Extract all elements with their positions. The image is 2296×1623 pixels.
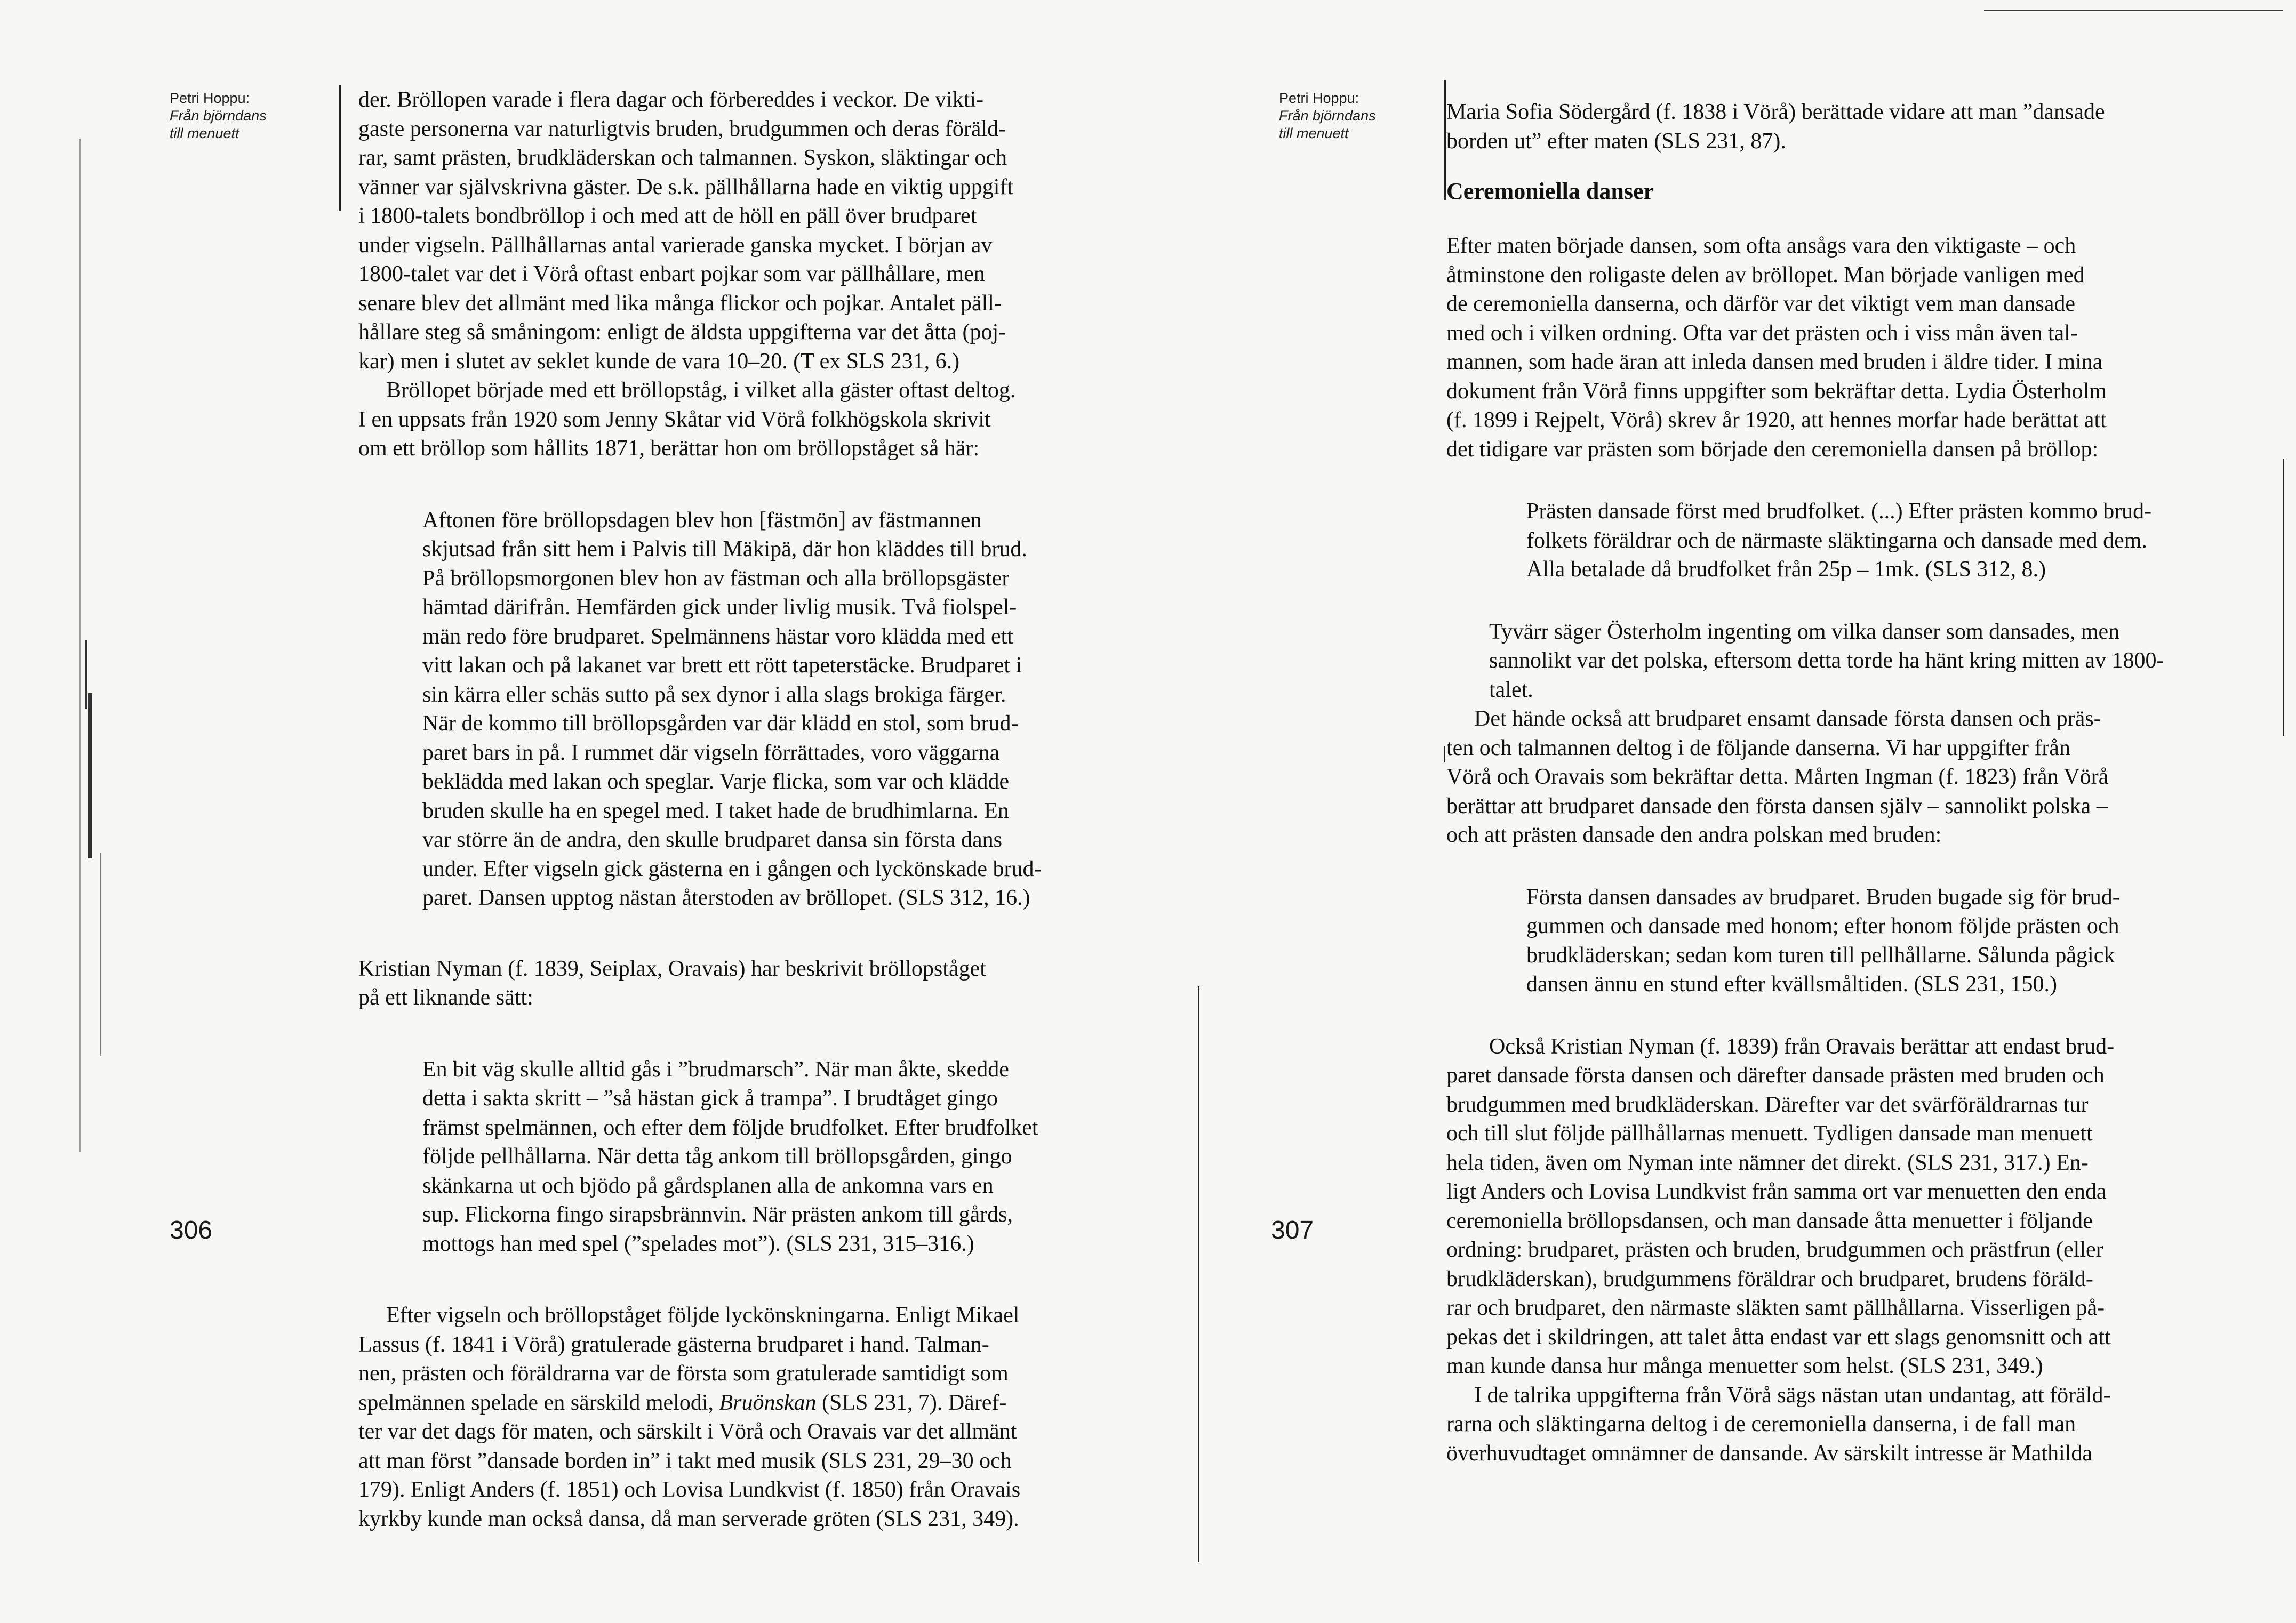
text-line: pekas det i skildringen, att talet åtta endast var ett slags genomsnitt och att: [1446, 1324, 2111, 1349]
running-head-author: Petri Hoppu:: [170, 90, 250, 106]
text-line: I en uppsats från 1920 som Jenny Skåtar vid Vörå folkhögskola skrivit: [358, 407, 991, 432]
text-line: Vörå och Oravais som bekräftar detta. Mårten Ingman (f. 1823) från Vörå: [1446, 765, 2109, 789]
margin-rule: [1444, 80, 1446, 200]
block-quote: [1526, 883, 2230, 999]
text-line: borden ut” efter maten (SLS 231, 87).: [1446, 128, 1786, 154]
text-line: paret dansade första dansen och därefter dansade prästen med bruden och: [1446, 1063, 2105, 1088]
text-line: under. Efter vigseln gick gästerna en i gången och lyckönskade brud-: [422, 856, 1042, 881]
text-line: Maria Sofia Södergård (f. 1838 i Vörå) berättade vidare att man ”dansade: [1446, 100, 2105, 124]
text-line: spelmännen spelade en särskild melodi, Bruönskan (SLS 231, 7). Däref-: [358, 1390, 1007, 1415]
text-line: nen, prästen och föräldrarna var de första som gratulerade samtidigt som: [358, 1361, 1009, 1386]
text-line: brudkläderskan), brudgummens föräldrar och brudparet, brudens föräld-: [1446, 1266, 2093, 1291]
text-line: ligt Anders och Lovisa Lundkvist från samma ort var menuetten den enda: [1446, 1179, 2107, 1204]
text-line: vänner var självskrivna gäster. De s.k. pällhållarna hade en viktig uppgift: [358, 174, 1014, 199]
scan-edge-mark: [100, 853, 101, 1056]
paragraph: [1446, 1381, 2230, 1468]
text-line: överhuvudtaget omnämner de dansande. Av särskilt intresse är Mathilda: [1446, 1441, 2093, 1466]
text-line: skänkarna ut och bjödo på gårdsplanen alla de ankomna vars en: [422, 1173, 994, 1198]
text-line: under vigseln. Pällhållarnas antal varierade ganska mycket. I början av: [358, 232, 993, 258]
text-line: ten och talmannen deltog i de följande danserna. Vi har uppgifter från: [1446, 735, 2070, 760]
text-line: om ett bröllop som hållits 1871, berättar hon om bröllopståget så här:: [358, 436, 980, 461]
text-line: man kunde dansa hur många menuetter som helst. (SLS 231, 349.): [1446, 1354, 2043, 1378]
text-line: att man först ”dansade borden in” i takt med musik (SLS 231, 29–30 och: [358, 1448, 1012, 1473]
text-line: rarna och släktingarna deltog i de ceremoniella danserna, i de fall man: [1446, 1412, 2076, 1436]
text-line: var större än de andra, den skulle brudparet dansa sin första dans: [422, 827, 1002, 852]
text-line: Också Kristian Nyman (f. 1839) från Oravais berättar att endast brud-: [1489, 1034, 2115, 1059]
text-line: berättar att brudparet dansade den första dansen själv – sannolikt polska –: [1446, 793, 2108, 818]
running-head: [1279, 90, 1376, 142]
running-head-title: Från björndans: [1279, 108, 1376, 124]
text-line: sup. Flickorna fingo sirapsbrännvin. När prästen ankom till gårds,: [422, 1202, 1013, 1227]
text-line: brudkläderskan; sedan kom turen till pellhållarne. Sålunda pågick: [1526, 943, 2115, 968]
text-line: talet.: [1489, 677, 1533, 702]
text-line: rar, samt prästen, brudkläderskan och talmannen. Syskon, släktingar och: [358, 146, 1007, 170]
text-line: åtminstone den roligaste delen av bröllopet. Man började vanligen med: [1446, 262, 2085, 287]
paragraph: [358, 1301, 1129, 1533]
text-line: ordning: brudparet, prästen och bruden, brudgummen och prästfrun (eller: [1446, 1238, 2103, 1262]
text-line: hållare steg så småningom: enligt de äldsta uppgifterna var det åtta (poj-: [358, 320, 1006, 344]
text-line: gummen och dansade med honom; efter honom följde prästen och: [1526, 914, 2119, 938]
paragraph: [1446, 617, 2230, 705]
text-line: vitt lakan och på lakanet var brett ett rött tapeterstäcke. Brudparet i: [422, 653, 1022, 678]
text-line: Tyvärr säger Österholm ingenting om vilka danser som dansades, men: [1489, 619, 2120, 644]
running-head-title: Från björndans: [170, 108, 267, 124]
text-line: Lassus (f. 1841 i Vörå) gratulerade gästerna brudparet i hand. Talman-: [358, 1332, 989, 1357]
text-line: följde pellhållarna. När detta tåg ankom till bröllopsgården, gingo: [422, 1144, 1012, 1169]
text-line: kar) men i slutet av seklet kunde de vara 10–20. (T ex SLS 231, 6.): [358, 349, 960, 374]
paragraph: [1446, 98, 2230, 156]
running-head-title: till menuett: [170, 125, 239, 141]
text-line: det tidigare var prästen som började den ceremoniella dansen på bröllop:: [1446, 437, 2099, 462]
text-line: sin kärra eller schäs sutto på sex dynor i alla slags brokiga färger.: [422, 682, 1006, 707]
text-column: [358, 85, 1129, 1533]
text-line: skjutsad från sitt hem i Palvis till Mäkipä, där hon kläddes till brud.: [422, 537, 1027, 561]
text-line: de ceremoniella danserna, och därför var det viktigt vem man dansade: [1446, 292, 2076, 316]
text-line: ter var det dags för maten, och särskilt i Vörå och Oravais var det allmänt: [358, 1419, 1017, 1444]
text-line: kyrkby kunde man också dansa, då man serverade gröten (SLS 231, 349).: [358, 1506, 1019, 1531]
paragraph: [1446, 704, 2230, 850]
text-line: gaste personerna var naturligtvis bruden, brudgummen och deras föräld-: [358, 116, 1006, 141]
page-number: 306: [170, 1216, 213, 1244]
text-line: Alla betalade då brudfolket från 25p – 1mk. (SLS 312, 8.): [1526, 557, 2046, 582]
text-line: detta i sakta skritt – ”så hästan gick å trampa”. I brudtåget gingo: [422, 1086, 998, 1111]
block-quote: [422, 1055, 1129, 1259]
scan-edge-mark: [88, 693, 92, 858]
text-line: och att prästen dansade den andra polskan med bruden:: [1446, 823, 1942, 847]
melody-title: Bruönskan: [719, 1390, 817, 1415]
text-line: senare blev det allmänt med lika många flickor och pojkar. Antalet päll-: [358, 291, 1002, 316]
text-line: och till slut följde pällhållarnas menuett. Tydligen dansade man menuett: [1446, 1121, 2093, 1146]
text-line: I de talrika uppgifterna från Vörå sägs nästan utan undantag, att föräld-: [1474, 1383, 2111, 1408]
text-line: Aftonen före bröllopsdagen blev hon [fästmön] av fästmannen: [422, 508, 982, 533]
text-line: Det hände också att brudparet ensamt dansade första dansen och präs-: [1474, 706, 2101, 731]
text-line: i 1800-talets bondbröllop i och med att de höll en päll över brudparet: [358, 204, 977, 228]
margin-rule: [339, 85, 341, 211]
block-quote: [422, 506, 1129, 913]
paragraph: [1446, 1032, 2230, 1381]
text-line: paret bars in på. I rummet där vigseln förrättades, voro väggarna: [422, 740, 1000, 765]
text-column-right: [1446, 98, 2230, 1468]
text-line: (f. 1899 i Rejpelt, Vörå) skrev år 1920, att hennes morfar hade berättat att: [1446, 408, 2107, 432]
text-line: på ett liknande sätt:: [358, 985, 533, 1010]
text-line: 1800-talet var det i Vörå oftast enbart pojkar som var pällhållare, men: [358, 262, 985, 286]
text-line: ceremoniella bröllopsdansen, och man dansade åtta menuetter i följande: [1446, 1208, 2093, 1233]
page-number: 307: [1271, 1216, 1314, 1244]
text-line: 179). Enligt Anders (f. 1851) och Lovisa Lundkvist (f. 1850) från Oravais: [358, 1477, 1021, 1502]
text-line: folkets föräldrar och de närmaste släktingarna och dansade med dem.: [1526, 528, 2147, 553]
text-line: beklädda med lakan och speglar. Varje flicka, som var och klädde: [422, 769, 1010, 794]
text-line: En bit väg skulle alltid gås i ”brudmarsch”. När man åkte, skedde: [422, 1057, 1009, 1082]
text-line: Bröllopet började med ett bröllopståg, i vilket alla gäster oftast deltog.: [386, 378, 1016, 403]
text-line: När de kommo till bröllopsgården var där klädd en stol, som brud-: [422, 711, 1019, 736]
text-line: män redo före brudparet. Spelmännens hästar voro klädda med ett: [422, 624, 1013, 649]
paragraph: [358, 376, 1129, 463]
text-line: der. Bröllopen varade i flera dagar och förbereddes i veckor. De vikti-: [358, 87, 984, 112]
text-line: Efter vigseln och bröllopståget följde lyckönskningarna. Enligt Mikael: [386, 1303, 1020, 1328]
text-line: mottogs han med spel (”spelades mot”). (SLS 231, 315–316.): [422, 1231, 974, 1256]
running-head: [170, 90, 267, 142]
text-line: mannen, som hade äran att inleda dansen med bruden i äldre tider. I mina: [1446, 350, 2103, 374]
paragraph: [1446, 231, 2230, 464]
scan-edge-mark: [85, 640, 87, 709]
margin-rule: [2283, 459, 2284, 736]
text-line: Första dansen dansades av brudparet. Bruden bugade sig för brud-: [1526, 885, 2120, 910]
margin-rule: [1444, 746, 1445, 762]
text-line: dansen ännu en stund efter kvällsmåltiden. (SLS 231, 150.): [1526, 972, 2057, 997]
text-line: hämtad därifrån. Hemfärden gick under livlig musik. Två fiolspel-: [422, 595, 1017, 620]
text-line: dokument från Vörå finns uppgifter som bekräftar detta. Lydia Österholm: [1446, 379, 2107, 404]
text-line: Kristian Nyman (f. 1839, Seiplax, Oravais) har beskrivit bröllopståget: [358, 956, 986, 981]
text-line: sannolikt var det polska, eftersom detta torde ha hänt kring mitten av 1800-: [1489, 648, 2164, 673]
text-line: bruden skulle ha en spegel med. I taket hade de brudhimlarna. En: [422, 798, 1009, 823]
text-line: hela tiden, även om Nyman inte nämner det direkt. (SLS 231, 317.) En-: [1446, 1150, 2089, 1175]
text-line: Efter maten började dansen, som ofta ansågs vara den viktigaste – och: [1446, 234, 2076, 258]
text-line: främst spelmännen, och efter dem följde brudfolket. Efter brudfolket: [422, 1115, 1038, 1140]
scan-edge-mark: [79, 139, 81, 1152]
block-quote: [1526, 497, 2230, 584]
text-line: med och i vilken ordning. Ofta var det prästen och i viss mån även tal-: [1446, 320, 2078, 346]
text-line: rar och brudparet, den närmaste släkten samt pällhållarna. Visserligen på-: [1446, 1296, 2105, 1320]
text-line: Prästen dansade först med brudfolket. (...) Efter prästen kommo brud-: [1526, 499, 2152, 524]
text-line: paret. Dansen upptog nästan återstoden av bröllopet. (SLS 312, 16.): [422, 886, 1030, 910]
text-line: brudgummen med brudkläderskan. Därefter var det svärföräldrarnas tur: [1446, 1092, 2089, 1117]
paragraph: [358, 85, 1129, 376]
text-line: På bröllopsmorgonen blev hon av fästman och alla bröllopsgäster: [422, 566, 1010, 591]
running-head-title: till menuett: [1279, 125, 1349, 141]
running-head-author: Petri Hoppu:: [1279, 90, 1359, 106]
paragraph: [358, 954, 1129, 1013]
section-heading: Ceremoniella danser: [1446, 178, 1654, 204]
